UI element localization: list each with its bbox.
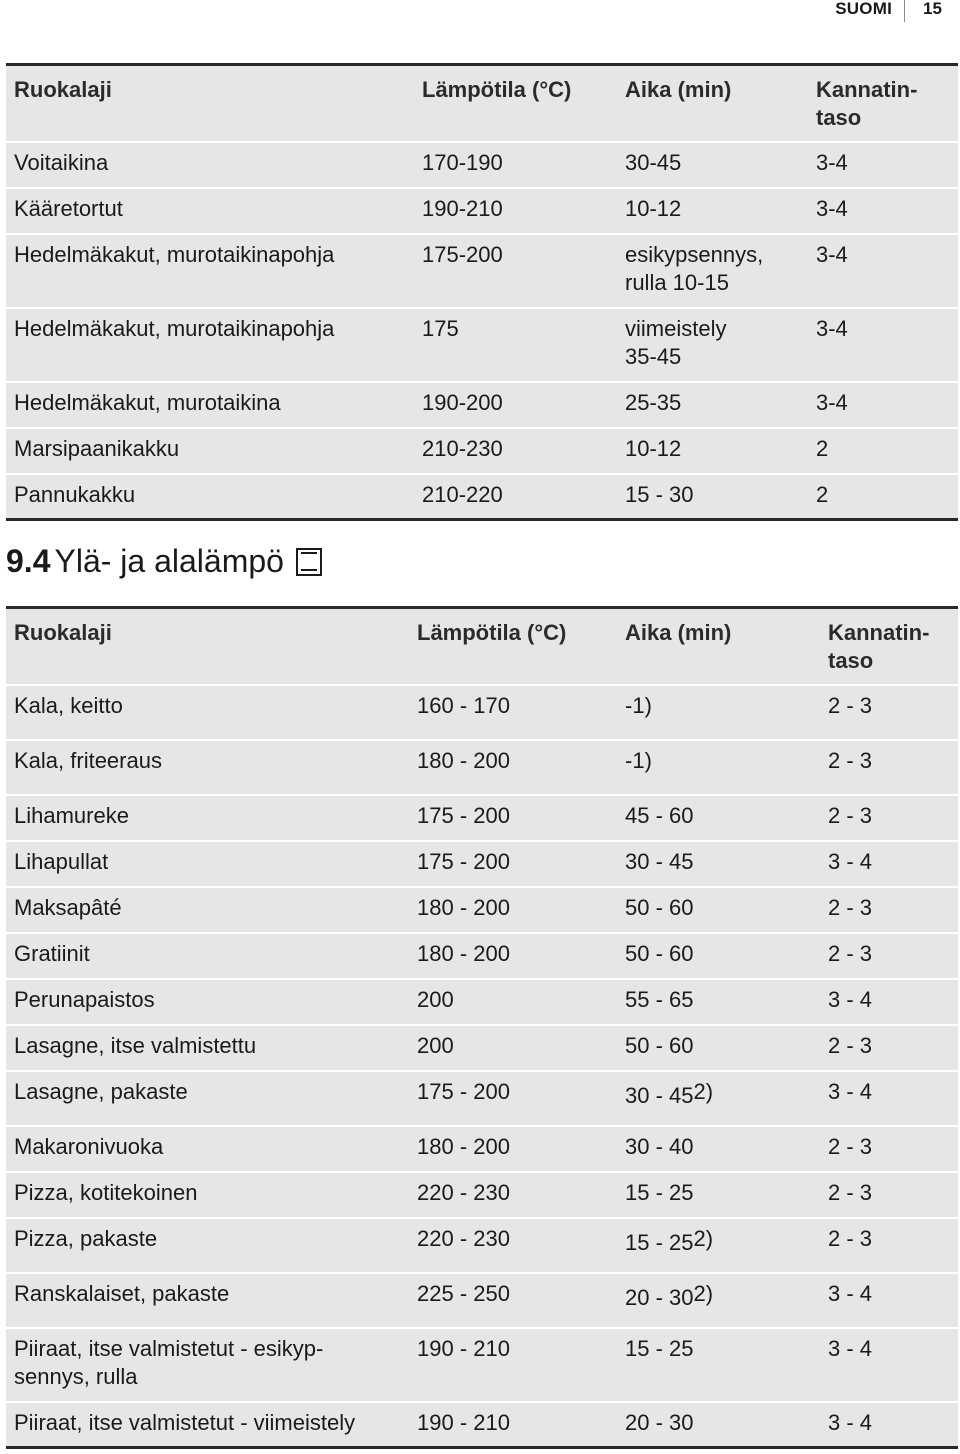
cell-food: Lasagne, pakaste: [14, 1078, 188, 1104]
cell-shelf: 3-4: [816, 149, 848, 175]
cell-time: esikypsennys, rulla 10-15: [625, 241, 764, 295]
table-row: [6, 1071, 958, 1126]
cell-temperature: 180 - 200: [417, 1133, 510, 1159]
table-row: [6, 1126, 958, 1172]
cell-time: 30 - 45: [625, 848, 694, 874]
cell-shelf: 2 - 3: [828, 747, 873, 773]
cell-food: Pizza, pakaste: [14, 1225, 158, 1251]
column-header-time: Aika (min): [625, 77, 732, 102]
table-header-row: [6, 608, 958, 685]
table-row: [6, 308, 958, 382]
cell-food: Hedelmäkakut, murotaikinapohja: [14, 315, 335, 341]
cell-food: Lasagne, itse valmistettu: [14, 1032, 257, 1058]
page-number: 15: [904, 0, 960, 22]
table-row: [6, 382, 958, 428]
cell-time: 50 - 60: [625, 940, 694, 966]
cell-temperature: 200: [417, 986, 454, 1012]
table-row: [6, 1273, 958, 1328]
column-header-food: Ruokalaji: [14, 620, 112, 645]
cell-shelf: 2 - 3: [828, 802, 873, 828]
cell-food: Maksapâté: [14, 894, 122, 920]
table-row: [6, 142, 958, 188]
cell-shelf: 2 - 3: [828, 1225, 873, 1251]
cell-food: Perunapaistos: [14, 986, 155, 1012]
table-row: [6, 1172, 958, 1218]
cell-shelf: 2 - 3: [828, 692, 873, 718]
cell-time: [617, 1218, 820, 1273]
cell-temperature: 210-230: [422, 435, 503, 461]
cell-shelf: 2 - 3: [828, 1179, 873, 1205]
cell-time: 15 - 25: [625, 1179, 694, 1205]
cell-time: 45 - 60: [625, 802, 694, 828]
cell-time: viimeistely 35-45: [625, 315, 727, 369]
cell-temperature: 220 - 230: [417, 1179, 510, 1205]
table-row: [6, 428, 958, 474]
table-row: [6, 1218, 958, 1273]
cell-food: Hedelmäkakut, murotaikina: [14, 389, 281, 415]
cell-shelf: 2: [816, 481, 829, 507]
cell-temperature: 175 - 200: [417, 802, 510, 828]
cell-temperature: 180 - 200: [417, 747, 510, 773]
cell-food: Hedelmäkakut, murotaikinapohja: [14, 241, 335, 267]
cell-temperature: 200: [417, 1032, 454, 1058]
table-row: [6, 1025, 958, 1071]
top-bottom-heat-icon: [294, 546, 324, 576]
cell-food: Piiraat, itse valmistetut - viimeistely: [14, 1409, 356, 1435]
footnote-marker: 1): [632, 692, 652, 718]
time-value: 20 - 30: [625, 1284, 694, 1310]
cell-temperature: 180 - 200: [417, 894, 510, 920]
time-value: -: [625, 747, 633, 773]
table-row: [6, 1402, 958, 1448]
cell-food: Kala, friteeraus: [14, 747, 162, 773]
footnote-marker: 2): [693, 1078, 714, 1104]
footnote-marker: 2): [693, 1225, 714, 1251]
cell-shelf: 3 - 4: [828, 1078, 873, 1104]
cell-temperature: 190 - 210: [417, 1409, 510, 1435]
page-header: [823, 0, 960, 22]
cell-temperature: 175-200: [422, 241, 503, 267]
cell-time: [617, 685, 820, 740]
section-heading: [6, 541, 324, 581]
cell-shelf: 3-4: [816, 241, 848, 267]
cell-shelf: 3 - 4: [828, 1335, 873, 1361]
table-row: [6, 933, 958, 979]
cell-food: Kala, keitto: [14, 692, 123, 718]
cell-temperature: 170-190: [422, 149, 503, 175]
cell-food: Pizza, kotitekoinen: [14, 1179, 198, 1205]
cell-temperature: 160 - 170: [417, 692, 510, 718]
cell-temperature: 175: [422, 315, 459, 341]
column-header-temperature: Lämpötila (°C): [422, 77, 572, 102]
table-row: [6, 685, 958, 740]
cell-food: Pannukakku: [14, 481, 136, 507]
baking-table-2: [6, 606, 958, 1449]
cell-shelf: 3 - 4: [828, 848, 873, 874]
cell-temperature: 190 - 210: [417, 1335, 510, 1361]
column-header-shelf: Kannatin- taso: [816, 77, 918, 130]
cell-shelf: 3 - 4: [828, 1280, 873, 1306]
time-value: 15 - 25: [625, 1229, 694, 1255]
cell-shelf: 3 - 4: [828, 1409, 873, 1435]
cell-shelf: 2 - 3: [828, 894, 873, 920]
cell-time: 20 - 30: [625, 1409, 694, 1435]
cell-temperature: 190-210: [422, 195, 503, 221]
cell-food: Gratiinit: [14, 940, 90, 966]
cell-shelf: 3-4: [816, 315, 848, 341]
cell-time: 15 - 30: [625, 481, 694, 507]
table-row: [6, 979, 958, 1025]
cell-time: 10-12: [625, 195, 682, 221]
time-value: -: [625, 692, 633, 718]
cell-shelf: 3-4: [816, 195, 848, 221]
language-label: SUOMI: [835, 0, 892, 18]
time-value: 30 - 45: [625, 1082, 694, 1108]
footnote-marker: 1): [632, 747, 652, 773]
cell-time: 50 - 60: [625, 894, 694, 920]
cell-shelf: 2: [816, 435, 829, 461]
cell-food: Ranskalaiset, pakaste: [14, 1280, 230, 1306]
column-header-shelf: Kannatin- taso: [828, 620, 930, 673]
cell-food: Lihamureke: [14, 802, 129, 828]
table-row: [6, 887, 958, 933]
cell-time: [617, 1273, 820, 1328]
cell-temperature: 225 - 250: [417, 1280, 510, 1306]
cell-temperature: 220 - 230: [417, 1225, 510, 1251]
cell-time: 30-45: [625, 149, 682, 175]
cell-time: 25-35: [625, 389, 682, 415]
cell-shelf: 3 - 4: [828, 986, 873, 1012]
table-row: [6, 795, 958, 841]
baking-table-1: [6, 63, 958, 521]
table-header-row: [6, 65, 958, 142]
cell-shelf: 2 - 3: [828, 940, 873, 966]
table-row: [6, 234, 958, 308]
cell-time: 30 - 40: [625, 1133, 694, 1159]
cell-food: Piiraat, itse valmistetut - esikyp- sennys, rulla: [14, 1335, 324, 1389]
cell-food: Makaronivuoka: [14, 1133, 164, 1159]
section-number: 9.4: [6, 543, 51, 579]
column-header-time: Aika (min): [625, 620, 732, 645]
cell-temperature: 210-220: [422, 481, 503, 507]
cell-shelf: 2 - 3: [828, 1032, 873, 1058]
cell-food: Lihapullat: [14, 848, 109, 874]
cell-time: 55 - 65: [625, 986, 694, 1012]
table-row: [6, 1328, 958, 1402]
cell-temperature: 175 - 200: [417, 1078, 510, 1104]
cell-food: Voitaikina: [14, 149, 109, 175]
column-header-temperature: Lämpötila (°C): [417, 620, 567, 645]
table-row: [6, 474, 958, 520]
cell-shelf: 2 - 3: [828, 1133, 873, 1159]
table-row: [6, 841, 958, 887]
cell-time: 15 - 25: [625, 1335, 694, 1361]
footnote-marker: 2): [693, 1280, 714, 1306]
section-title: Ylä- ja alalämpö: [54, 543, 284, 579]
cell-time: 50 - 60: [625, 1032, 694, 1058]
column-header-food: Ruokalaji: [14, 77, 112, 102]
table-row: [6, 188, 958, 234]
cell-food: Marsipaanikakku: [14, 435, 180, 461]
cell-time: [617, 1071, 820, 1126]
cell-time: [617, 740, 820, 795]
cell-shelf: 3-4: [816, 389, 848, 415]
cell-time: 10-12: [625, 435, 682, 461]
cell-temperature: 190-200: [422, 389, 503, 415]
table-row: [6, 740, 958, 795]
cell-temperature: 175 - 200: [417, 848, 510, 874]
cell-food: Kääretortut: [14, 195, 123, 221]
cell-temperature: 180 - 200: [417, 940, 510, 966]
